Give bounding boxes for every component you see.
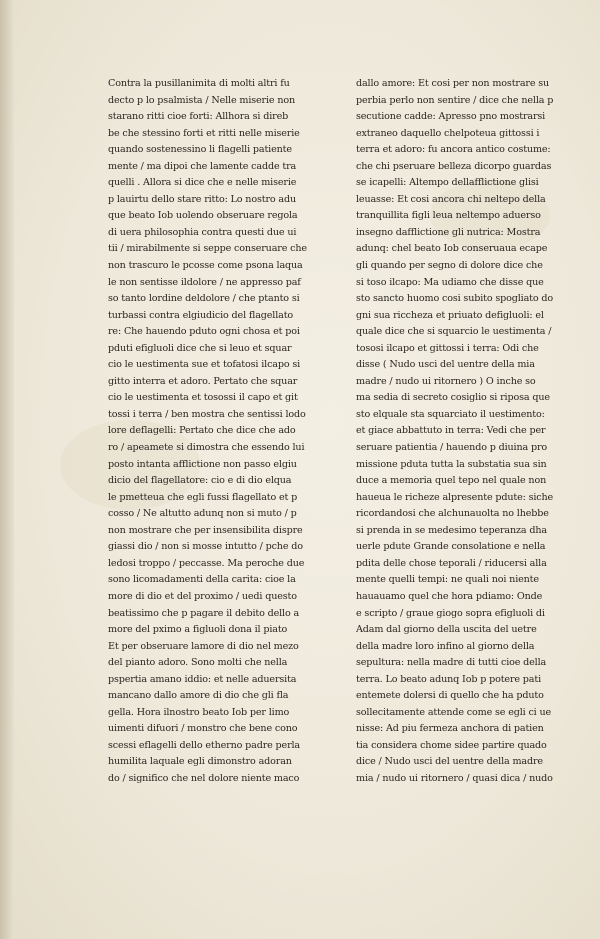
text-line: della madre loro infino al giorno della <box>356 640 535 652</box>
text-line: pdita delle chose teporali / riducersi alla <box>356 557 547 569</box>
text-line: turbassi contra elgiudicio del flagellato <box>108 309 294 321</box>
text-line: leuasse: Et cosi ancora chi neltepo della <box>356 193 546 205</box>
text-line: cio le uestimenta et tosossi il capo et git <box>108 392 298 404</box>
text-line: ricordandosi che alchunauolta no lhebbe <box>356 508 549 520</box>
text-line: ma sedia di secreto cosiglio si riposa que <box>356 392 550 404</box>
text-line: duce a memoria quel tepo nel quale non <box>356 475 547 487</box>
text-line: che chi pseruare belleza dicorpo guardas <box>356 160 552 172</box>
text-line: e scripto / graue giogo sopra efigluoli di <box>356 607 545 619</box>
text-line: mancano dallo amore di dio che gli fla <box>108 690 289 702</box>
text-line: giassi dio / non si mosse intutto / pche do <box>108 541 303 553</box>
text-line: more di dio et del proximo / uedi questo <box>108 590 297 602</box>
text-line: non trascuro le pcosse come psona laqua <box>108 260 303 272</box>
text-line: dice / Nudo usci del uentre della madre <box>356 756 543 768</box>
text-line: haueua le richeze alpresente pdute: siche <box>356 491 554 503</box>
text-line: so tanto lordine deldolore / che ptanto si <box>108 293 300 305</box>
text-line: que beato Iob uolendo obseruare regola <box>108 210 298 222</box>
text-line: non mostrare che per insensibilita dispre <box>108 524 303 536</box>
text-line: si toso ilcapo: Ma udiamo che disse que <box>356 276 544 288</box>
text-line: scessi eflagelli dello etherno padre perla <box>108 739 300 751</box>
text-line: et giace abbattuto in terra: Vedi che per <box>356 425 546 437</box>
text-line: extraneo daquello chelpoteua gittossi i <box>356 127 540 139</box>
text-line: decto p lo psalmista / Nelle miserie non <box>108 94 296 106</box>
text-line: sto sancto huomo cosi subito spogliato do <box>356 293 554 305</box>
text-line: pduti efigluoli dice che si leuo et squar <box>108 342 292 354</box>
text-line: gitto interra et adoro. Pertato che squar <box>108 375 298 387</box>
text-line: gella. Hora ilnostro beato Iob per limo <box>108 706 290 718</box>
text-line: do / significo che nel dolore niente maco <box>108 772 300 784</box>
text-line: ledosi troppo / peccasse. Ma peroche due <box>108 557 305 569</box>
text-line: di uera philosophia contra questi due ui <box>108 226 297 238</box>
text-line: seruare patientia / hauendo p diuina pro <box>356 442 548 454</box>
page-gutter-edge <box>0 0 14 939</box>
text-line: dicio del flagellatore: cio e di dio elqua <box>108 475 292 487</box>
right-text-column <box>356 76 584 788</box>
text-line: hauauamo quel che hora pdiamo: Onde <box>356 590 543 602</box>
text-line: quando sostenessino li flagelli patiente <box>108 144 292 156</box>
text-line: Et per obseruare lamore di dio nel mezo <box>108 640 299 652</box>
text-line: ro / apeamete si dimostra che essendo lui <box>108 442 305 454</box>
text-line: se icapelli: Altempo dellafflictione glisi <box>356 177 539 189</box>
text-line: uimenti difuori / monstro che bene cono <box>108 723 298 735</box>
text-line: quale dice che si squarcio le uestimenta / <box>356 326 552 338</box>
text-line: sono licomadamenti della carita: cioe la <box>108 574 296 586</box>
text-line: tranquillita figli leua neltempo aduerso <box>356 210 541 222</box>
text-line: gli quando per segno di dolore dice che <box>356 260 543 272</box>
text-line: humilita laquale egli dimonstro adoran <box>108 756 292 768</box>
text-line: posto intanta afflictione non passo elgiu <box>108 458 297 470</box>
text-line: more del pximo a figluoli dona il piato <box>108 624 288 636</box>
text-line: re: Che hauendo pduto ogni chosa et poi <box>108 326 300 338</box>
text-line: beatissimo che p pagare il debito dello a <box>108 607 300 619</box>
text-line: be che stessino forti et ritti nelle miserie <box>108 127 300 139</box>
text-line: tia considera chome sidee partire quado <box>356 739 547 751</box>
text-line: del pianto adoro. Sono molti che nella <box>108 657 288 669</box>
text-line: tososi ilcapo et gittossi i terra: Odi che <box>356 342 539 354</box>
text-line: terra. Lo beato adunq Iob p potere pati <box>356 673 541 685</box>
text-line: insegno dafflictione gli nutrica: Mostra <box>356 226 541 238</box>
text-line: disse ( Nudo usci del uentre della mia <box>356 359 535 371</box>
text-line: perbia perlo non sentire / dice che nella p <box>356 94 554 106</box>
text-line: uerle pdute Grande consolatione e nella <box>356 541 546 553</box>
text-line: le pmetteua che egli fussi flagellato et p <box>108 491 298 503</box>
text-line: le non sentisse ildolore / ne appresso paf <box>108 276 301 288</box>
left-text-column <box>108 76 336 788</box>
text-line: cosso / Ne altutto adunq non si muto / p <box>108 508 297 520</box>
text-line: terra et adoro: fu ancora antico costume: <box>356 144 551 156</box>
text-line: mia / nudo ui ritornero / quasi dica / nudo <box>356 772 553 784</box>
text-line: si prenda in se medesimo teperanza dha <box>356 524 547 536</box>
text-line: sto elquale sta squarciato il uestimento: <box>356 408 545 420</box>
text-line: tossi i terra / ben mostra che sentissi lodo <box>108 408 306 420</box>
text-line: mente / ma dipoi che lamente cadde tra <box>108 160 297 172</box>
text-line: Adam dal giorno della uscita del uetre <box>356 624 537 636</box>
text-line: secutione cadde: Apresso pno mostrarsi <box>356 111 546 123</box>
text-line: tii / mirabilmente si seppe conseruare che <box>108 243 307 255</box>
text-line: Contra la pusillanimita di molti altri fu <box>108 78 290 89</box>
text-line: starano ritti cioe forti: Allhora si direb <box>108 111 289 123</box>
text-line: madre / nudo ui ritornero ) O inche so <box>356 375 536 387</box>
text-line: cio le uestimenta sue et tofatosi ilcapo si <box>108 359 301 371</box>
text-line: missione pduta tutta la substatia sua sin <box>356 458 547 470</box>
text-line: quelli . Allora si dice che e nelle miserie <box>108 177 297 189</box>
text-line: sepultura: nella madre di tutti cioe della <box>356 657 547 669</box>
text-line: lore deflagelli: Pertato che dice che ado <box>108 425 296 437</box>
text-line: entemete dolersi di quello che ha pduto <box>356 690 544 702</box>
text-line: sollecitamente attende come se egli ci ue <box>356 706 552 718</box>
text-line: gni sua riccheza et priuato defigluoli: el <box>356 309 544 321</box>
text-line: adunq: chel beato Iob conseruaua ecape <box>356 243 548 255</box>
text-line: dallo amore: Et cosi per non mostrare su <box>356 78 550 89</box>
text-line: p lauirtu dello stare ritto: Lo nostro adu <box>108 193 296 205</box>
text-line: pspertia amano iddio: et nelle aduersita <box>108 673 297 685</box>
text-line: nisse: Ad piu fermeza anchora di patien <box>356 723 544 735</box>
text-line: mente quelli tempi: ne quali noi niente <box>356 574 539 586</box>
